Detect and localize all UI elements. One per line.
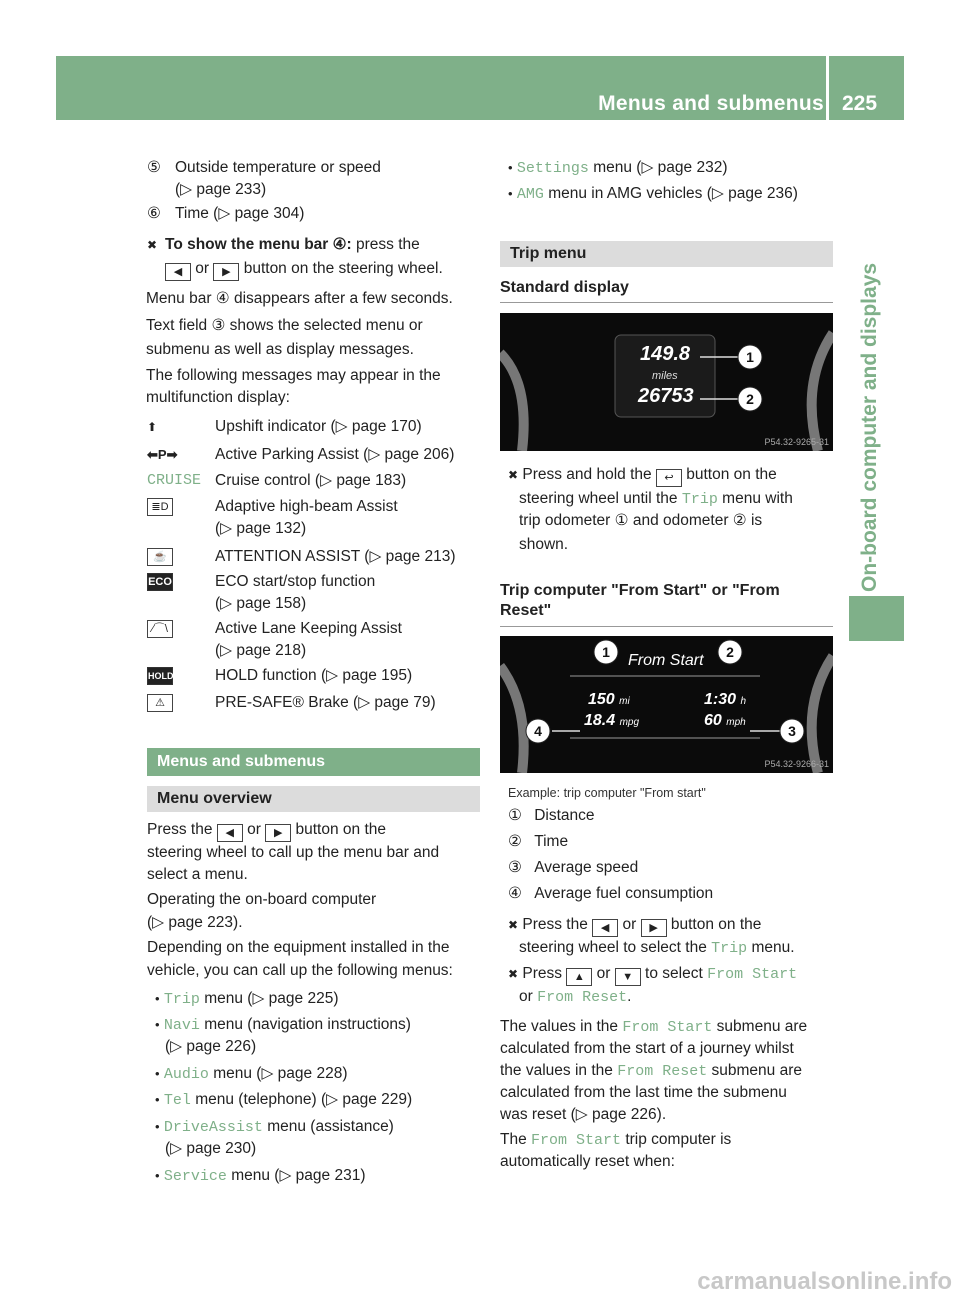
svg-text:2: 2	[746, 391, 754, 407]
attention-assist-icon: ☕	[147, 548, 173, 566]
page-link[interactable]: (▷ page 132)	[215, 520, 307, 537]
paragraph: The values in the From Start submenu are	[500, 1018, 808, 1036]
cruise-icon: CRUISE	[147, 472, 202, 489]
page-link[interactable]: (▷ page 226)	[165, 1038, 257, 1055]
step-line: ✖ Press and hold the ↩ button on the	[508, 464, 777, 487]
paragraph: select a menu.	[147, 866, 248, 883]
odometer-unit: miles	[652, 370, 678, 382]
right-button-icon[interactable]: ▶	[213, 263, 239, 281]
page-link[interactable]: was reset (▷ page 226).	[500, 1106, 667, 1123]
paragraph: calculated from the start of a journey whilst	[500, 1040, 794, 1057]
step-line: ◀ or ▶ button on the steering wheel.	[165, 258, 443, 281]
time-readout: 1:30 h	[704, 691, 747, 708]
subsection-title: Standard display	[500, 279, 629, 296]
section-header: Trip menu	[500, 241, 833, 267]
page-link[interactable]: (▷ page 218)	[215, 642, 307, 659]
page-number: 225	[842, 92, 878, 115]
list-item: • AMG menu in AMG vehicles (▷ page 236)	[508, 185, 798, 203]
list-item: • Navi menu (navigation instructions)	[155, 1016, 411, 1034]
odometer-value: 26753	[638, 385, 694, 407]
page-link[interactable]: (▷ page 223).	[147, 914, 243, 931]
list-item: • Settings menu (▷ page 232)	[508, 159, 728, 177]
high-beam-icon: ≣D	[147, 498, 173, 516]
list-item: • Audio menu (▷ page 228)	[155, 1065, 348, 1083]
paragraph: submenu as well as display messages.	[146, 341, 414, 358]
step-line: steering wheel to select the Trip menu.	[519, 939, 795, 957]
list-item: • Trip menu (▷ page 225)	[155, 990, 339, 1008]
down-button-icon[interactable]: ▼	[615, 968, 641, 986]
paragraph: Operating the on-board computer	[147, 891, 377, 908]
right-button-icon[interactable]: ▶	[641, 919, 667, 937]
svg-text:4: 4	[534, 723, 542, 739]
step-line: ✖ Press the ◀ or ▶ button on the	[508, 914, 761, 937]
page-link[interactable]: (▷ page 230)	[165, 1140, 257, 1157]
paragraph: The From Start trip computer is	[500, 1131, 732, 1149]
svg-text:1: 1	[602, 644, 610, 660]
legend-item: ③ Average speed	[508, 859, 639, 876]
paragraph: Text field ③ shows the selected menu or	[146, 317, 423, 334]
step-line: steering wheel until the Trip menu with	[519, 490, 793, 508]
left-button-icon[interactable]: ◀	[592, 919, 618, 937]
back-button-icon[interactable]: ↩	[656, 469, 682, 487]
divider	[500, 626, 833, 627]
paragraph: Depending on the equipment installed in the	[147, 939, 450, 956]
up-button-icon[interactable]: ▲	[566, 968, 592, 986]
step-arrow-icon: ✖	[508, 918, 519, 932]
lane-keeping-icon: ⁄⌒\	[147, 620, 173, 638]
divider	[500, 302, 833, 303]
paragraph: The following messages may appear in the	[146, 367, 441, 384]
watermark: carmanualsonline.info	[697, 1268, 952, 1295]
legend-item: ② Time	[508, 833, 569, 850]
subsection-title: Trip computer "From Start" or "From Reset"	[500, 582, 780, 619]
standard-display-image	[500, 313, 833, 451]
step-line: trip odometer ① and odometer ② is	[519, 512, 763, 529]
paragraph: calculated from the last time the submenu	[500, 1084, 787, 1101]
section-header: Menus and submenus	[147, 748, 480, 776]
svg-text:2: 2	[726, 644, 734, 660]
right-button-icon[interactable]: ▶	[265, 824, 291, 842]
paragraph: the values in the From Reset submenu are	[500, 1062, 802, 1080]
left-button-icon[interactable]: ◀	[165, 263, 191, 281]
header-title: Menus and submenus	[598, 92, 824, 115]
subsection-header: Menu overview	[147, 786, 480, 812]
eco-icon: ECO	[147, 573, 173, 591]
side-tab-block	[849, 596, 904, 641]
paragraph: steering wheel to call up the menu bar and	[147, 844, 440, 861]
speed-readout: 60 mph	[704, 712, 746, 729]
step-arrow-icon: ✖	[508, 468, 519, 482]
left-button-icon[interactable]: ◀	[217, 824, 243, 842]
list-item: • Service menu (▷ page 231)	[155, 1167, 366, 1185]
step-arrow-icon: ✖	[147, 238, 158, 252]
fuel-readout: 18.4 mpg	[584, 712, 640, 729]
list-item: • Tel menu (telephone) (▷ page 229)	[155, 1091, 413, 1109]
hold-icon: HOLD	[147, 667, 173, 685]
page-link[interactable]: (▷ page 158)	[215, 595, 307, 612]
svg-text:3: 3	[788, 723, 796, 739]
pre-safe-icon: ⚠	[147, 694, 173, 712]
header-divider	[826, 56, 829, 120]
paragraph: Press the ◀ or ▶ button on the	[147, 819, 386, 842]
legend-item: ① Distance	[508, 807, 595, 824]
paragraph: multifunction display:	[146, 389, 290, 406]
upshift-icon: ⬆	[147, 420, 158, 434]
distance-readout: 150 mi	[588, 691, 630, 708]
svg-text:1: 1	[746, 349, 754, 365]
step-line: shown.	[519, 536, 569, 553]
paragraph: automatically reset when:	[500, 1153, 675, 1170]
image-code: P54.32-9266-31	[764, 759, 829, 769]
step-line: or From Reset.	[519, 988, 632, 1006]
parking-assist-icon: ⬅P➡	[147, 447, 178, 462]
image-code: P54.32-9265-31	[764, 437, 829, 447]
side-title: On-board computer and displays	[858, 262, 881, 592]
paragraph: vehicle, you can call up the following menus:	[147, 962, 453, 979]
image-caption: Example: trip computer "From start"	[508, 786, 706, 800]
paragraph: Menu bar ④ disappears after a few seconds.	[146, 290, 453, 307]
legend-item: ④ Average fuel consumption	[508, 885, 714, 902]
page-link[interactable]: (▷ page 233)	[175, 181, 267, 198]
step-line: ✖ Press ▲ or ▼ to select From Start	[508, 963, 797, 986]
trip-title: From Start	[628, 652, 704, 669]
trip-odometer-value: 149.8	[640, 343, 691, 365]
trip-computer-image	[500, 636, 833, 773]
step-arrow-icon: ✖	[508, 967, 519, 981]
list-item: • DriveAssist menu (assistance)	[155, 1118, 394, 1136]
